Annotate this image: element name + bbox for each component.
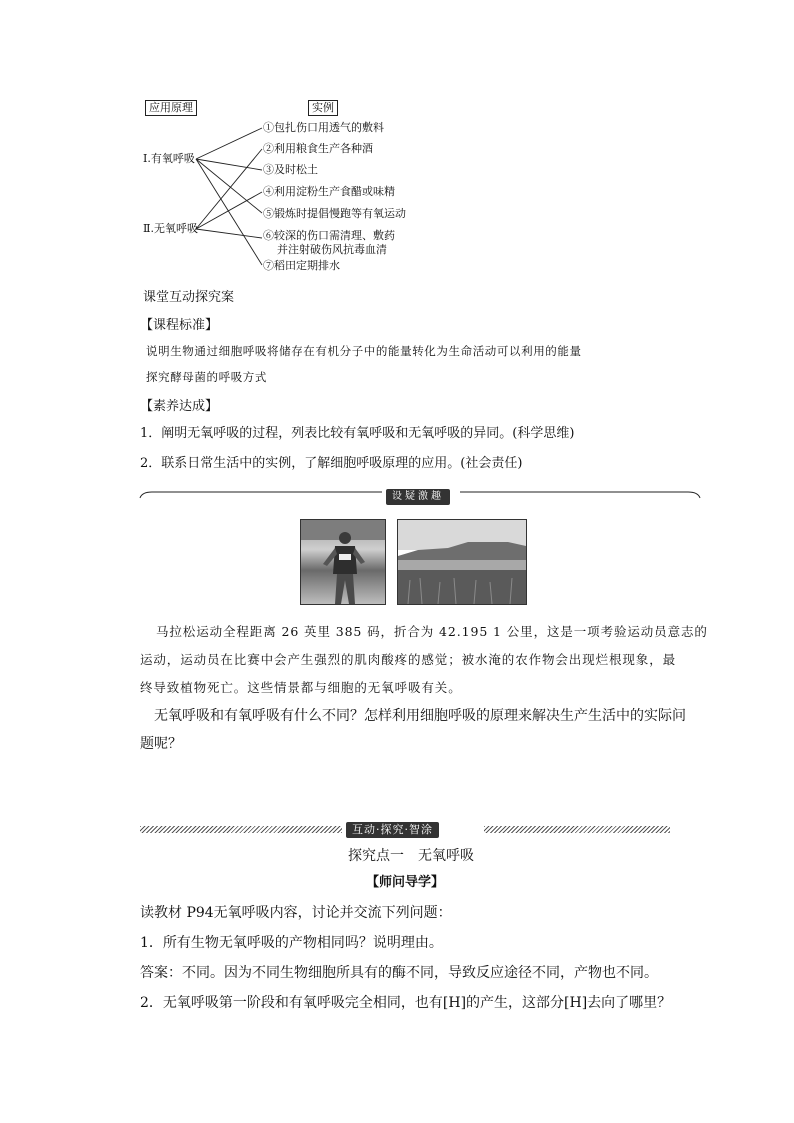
- standard-line-2: 探究酵母菌的呼吸方式: [146, 370, 267, 384]
- header-example: 实例: [308, 100, 338, 116]
- body-text: [140, 898, 671, 1018]
- example-6-cont: 并注射破伤风抗毒血清: [277, 243, 387, 256]
- connector-lines: [0, 0, 794, 300]
- question-paragraph: [140, 702, 686, 758]
- standard-heading: 【课程标准】: [140, 318, 219, 333]
- question-line-1: 无氧呼吸和有氧呼吸有什么不同？怎样利用细胞呼吸的原理来解决生产生活中的实际问: [154, 708, 686, 724]
- banner-2: [140, 822, 670, 836]
- example-7: ⑦稻田定期排水: [263, 259, 340, 272]
- banner-2-hatch-right: [484, 826, 670, 833]
- intro-paragraph: [140, 618, 708, 702]
- field-landscape-icon: [398, 520, 526, 604]
- example-5: ⑤锻炼时提倡慢跑等有氧运动: [263, 207, 406, 220]
- guide-heading: 【师问导学】: [366, 875, 445, 890]
- question-line-2: 题呢？: [140, 736, 182, 752]
- banner-1-label: 设疑激趣: [386, 489, 450, 505]
- body-line-1: 读教材 P94无氧呼吸内容，讨论并交流下列问题：: [140, 905, 452, 921]
- example-4: ④利用淀粉生产食醋或味精: [263, 185, 395, 198]
- body-line-3: 答案：不同。因为不同生物细胞所具有的酶不同，导致反应途径不同，产物也不同。: [140, 965, 658, 981]
- intro-line-3: 终导致植物死亡。这些情景都与细胞的无氧呼吸有关。: [140, 680, 462, 695]
- literacy-line-1: 1．阐明无氧呼吸的过程，列表比较有氧呼吸和无氧呼吸的异同。(科学思维): [140, 426, 575, 441]
- intro-line-2: 运动，运动员在比赛中会产生强烈的肌肉酸疼的感觉；被水淹的农作物会出现烂根现象，最: [140, 652, 677, 667]
- anaerobic-label: Ⅱ.无氧呼吸: [143, 222, 198, 235]
- section-title: 课堂互动探究案: [143, 290, 235, 305]
- literacy-line-2: 2．联系日常生活中的实例，了解细胞呼吸原理的应用。(社会责任): [140, 456, 523, 471]
- body-line-4: 2．无氧呼吸第一阶段和有氧呼吸完全相同，也有[H]的产生，这部分[H]去向了哪里？: [140, 995, 672, 1011]
- standard-line-1: 说明生物通过细胞呼吸将储存在有机分子中的能量转化为生命活动可以利用的能量: [146, 344, 582, 358]
- banner-2-hatch-left: [140, 826, 342, 833]
- intro-line-1: 马拉松运动全程距离 26 英里 385 码，折合为 42.195 1 公里，这是一项考验运动员意志的: [156, 624, 708, 639]
- header-principle: 应用原理: [145, 100, 197, 116]
- example-1: ①包扎伤口用透气的敷料: [263, 121, 384, 134]
- runner-figure-icon: [301, 520, 385, 604]
- example-2: ②利用粮食生产各种酒: [263, 142, 373, 155]
- flooded-field-photo: [397, 519, 527, 605]
- marathon-runner-photo: [300, 519, 386, 605]
- body-line-2: 1．所有生物无氧呼吸的产物相同吗？说明理由。: [140, 935, 443, 951]
- example-3: ③及时松土: [263, 163, 318, 176]
- point-title: 探究点一 无氧呼吸: [348, 848, 474, 864]
- literacy-heading: 【素养达成】: [140, 399, 219, 414]
- banner-2-label: 互动·探究·智涂: [346, 822, 439, 838]
- banner-1: [384, 484, 452, 500]
- aerobic-label: Ⅰ.有氧呼吸: [143, 152, 195, 165]
- example-6: ⑥较深的伤口需清理、敷药: [263, 229, 395, 242]
